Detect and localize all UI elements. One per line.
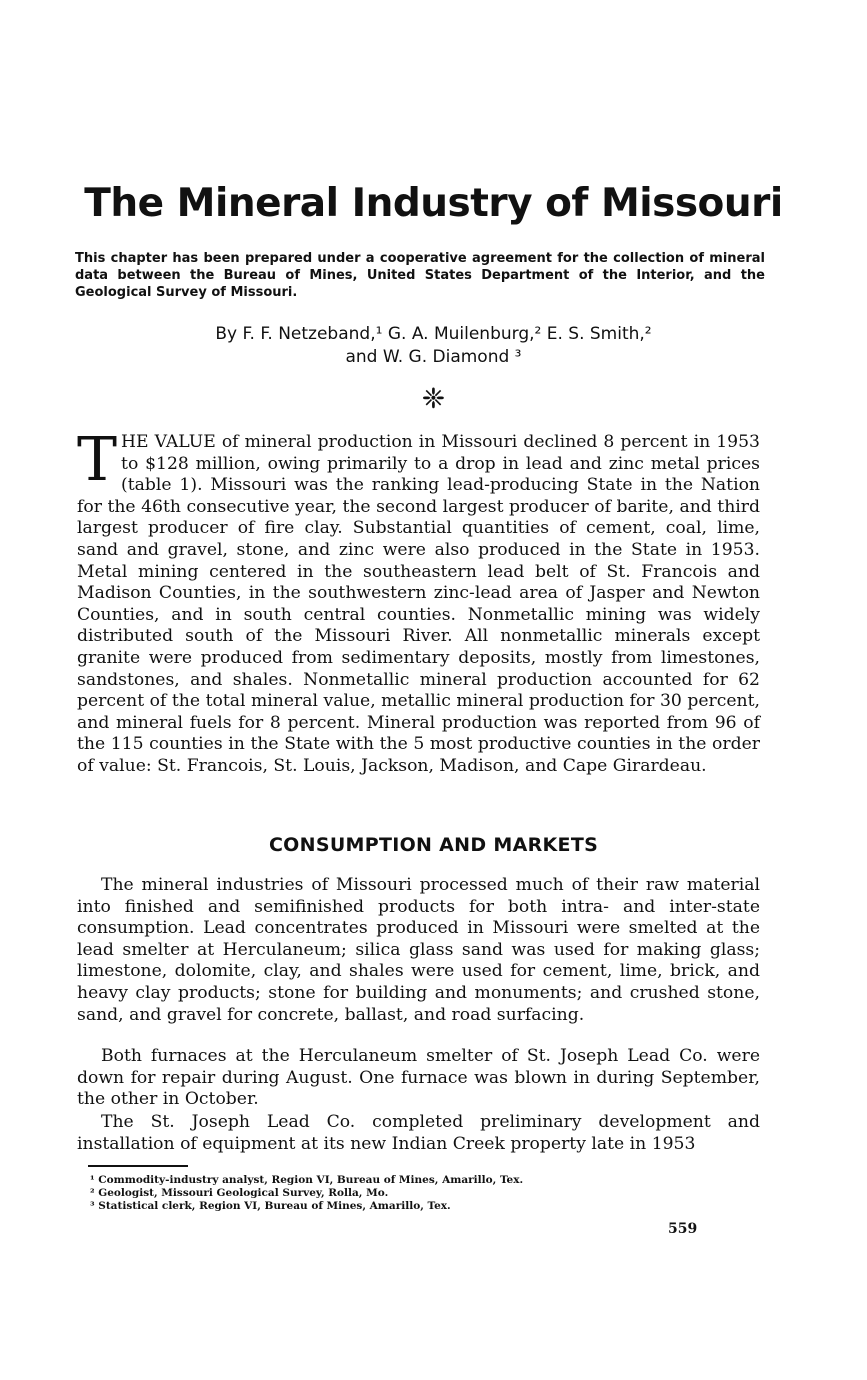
author-byline (0, 323, 867, 369)
footnote-divider (88, 1165, 188, 1167)
paragraph-4: The St. Joseph Lead Co. completed preliminary development and installation of equipment at its new Indian Creek property late in 1953 (77, 1112, 760, 1154)
intro-note: This chapter has been prepared under a cooperative agreement for the collection of mineral data between the Bureau of Mines, United States Department of the Interior, and the Geological Survey of Missouri. (75, 251, 765, 300)
section-heading-consumption: CONSUMPTION AND MARKETS (268, 834, 599, 856)
author-line-2: and W. G. Diamond ³ (345, 347, 522, 367)
page-number: 559 (668, 1221, 698, 1237)
page-title: The Mineral Industry of Missouri (84, 181, 783, 226)
footnote-3: ³ Statistical clerk, Region VI, Bureau of Mines, Amarillo, Tex. (90, 1200, 451, 1212)
footnotes (90, 1174, 750, 1213)
author-line-1: By F. F. Netzeband,¹ G. A. Muilenburg,² E. S. Smith,² (215, 324, 652, 344)
paragraph-2: The mineral industries of Missouri processed much of their raw material into finished and semifinished products for both intra- and inter-state consumption. Lead concentrates produced in Missouri were smelted at the lead smelter at Herculaneum; silica glass sand was used for making glass; limestone, dolomite, clay, and shales were used for cement, lime, brick, and heavy clay products; stone for building and monuments; and crushed stone, sand, and gravel for concrete, ballast, and road surfacing. (77, 875, 760, 1025)
paragraph-3: Both furnaces at the Herculaneum smelter of St. Joseph Lead Co. were down for repair during August. One furnace was blown in during September, the other in October. (77, 1046, 760, 1110)
paragraph-1-text: HE VALUE of mineral production in Missouri declined 8 percent in 1953 to $128 million, owing primarily to a drop in lead and zinc metal prices (table 1). Missouri was the ranking lead-producing State in the Nation for the 46th consecutive year, the second largest producer of barite, and third largest producer of fire clay. Substantial quantities of cement, coal, lime, sand and gravel, stone, and zinc were also produced in the State in 1953. Metal mining centered in the southeastern lead belt of St. Francois and Madison Counties, in the southwestern zinc-lead area of Jasper and Newton Counties, and in south central counties. Nonmetallic mining was widely distributed south of the Missouri River. All nonmetallic minerals except granite were produced from sedimentary deposits, mostly from limestones, sandstones, and shales. Nonmetallic mineral production accounted for 62 percent of the total mineral value, metallic mineral production for 30 percent, and mineral fuels for 8 percent. Mineral production was reported from 96 of the 115 counties in the State with the 5 most productive counties in the order of value: St. Francois, St. Louis, Jackson, Madison, and Cape Girardeau. (77, 432, 760, 776)
paragraph-1 (77, 425, 760, 778)
drop-cap: T (77, 425, 118, 495)
footnote-1: ¹ Commodity-industry analyst, Region VI, Bureau of Mines, Amarillo, Tex. (90, 1174, 524, 1186)
footnote-2: ² Geologist, Missouri Geological Survey, Rolla, Mo. (90, 1187, 389, 1199)
ornament-icon: ❈ (421, 382, 446, 415)
